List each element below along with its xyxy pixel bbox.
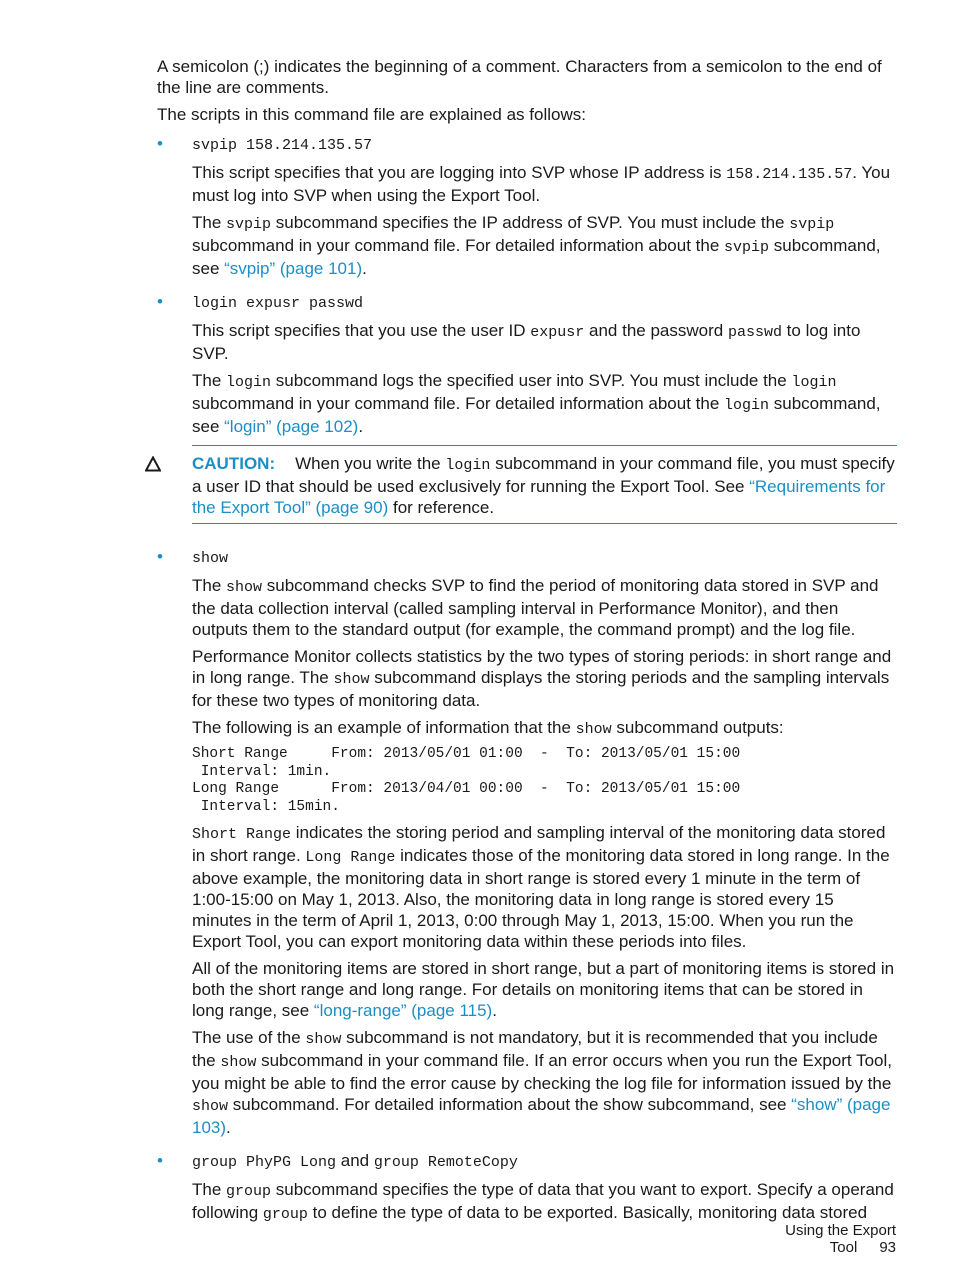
- svpip-paragraph-2: The svpip subcommand specifies the IP address of SVP. You must include the svpip subcommand in your command file. For detailed information about the svpip subcommand, see “svpip” (page 101).: [192, 213, 881, 278]
- long-range-page-link[interactable]: “long-range” (page 115): [313, 1001, 493, 1020]
- svpip-page-link[interactable]: “svpip” (page 101): [224, 259, 363, 278]
- list-item-show: [157, 546, 897, 1138]
- show-page-link[interactable]: “show” (page 103): [192, 1095, 891, 1137]
- show-output-example: Short Range From: 2013/05/01 01:00 - To: 2013/05/01 15:00 Interval: 1min. Long Range From: 2013/04/01 00:00 - To: 2013/05/01 15:00 Interval: 15min.: [192, 746, 741, 815]
- intro-paragraph-2: The scripts in this command file are explained as follows:: [157, 105, 586, 124]
- show-paragraph-4: Short Range indicates the storing period and sampling interval of the monitoring data stored in short range. Long Range indicates those of the monitoring data stored in long range. In the above example, the monitoring data in short range is stored every 1 minute in the term of 1:00-15:00 on May 1, 2013. Also, the monitoring data in long range is stored every 15 minutes in the term of April 1, 2013, 0:00 through May 1, 2013, 15:00. When you run the Export Tool, you can export monitoring data within these periods into files.: [192, 823, 890, 951]
- list-item-svpip: [157, 133, 897, 279]
- page-footer: [720, 1222, 896, 1256]
- show-paragraph-3: The following is an example of information that the show subcommand outputs:: [192, 718, 784, 738]
- bullet-dot: •: [157, 1151, 163, 1170]
- show-paragraph-5: All of the monitoring items are stored in short range, but a part of monitoring items is stored in both the short range and long range. For details on monitoring items that can be stored in long range, see “long-range” (page 115).: [192, 959, 895, 1020]
- list-item-group: • group PhyPG Long and group RemoteCopy The group subcommand specifies the type of data that you want to export. Specify a operand following group to define the type of data to be exported. Basically, monitoring data stored: [157, 1150, 897, 1225]
- code-group-remotecopy: group RemoteCopy: [373, 1154, 518, 1171]
- login-paragraph-1: This script specifies that you use the user ID expusr and the password passwd to log into SVP.: [192, 321, 861, 363]
- page-number: 93: [879, 1239, 896, 1256]
- intro-paragraph-1: A semicolon (;) indicates the beginning of a comment. Characters from a semicolon to the end of the line are comments.: [157, 57, 882, 97]
- bullet-dot: •: [157, 134, 163, 153]
- code-group-phypg: group PhyPG Long: [192, 1154, 337, 1171]
- svpip-paragraph-1: This script specifies that you are logging into SVP whose IP address is 158.214.135.57. You must log into SVP when using the Export Tool.: [192, 163, 891, 205]
- caution-box: CAUTION: When you write the login subcommand in your command file, you must specify a user ID that should be used exclusively for running the Export Tool. See “Requirements for the Export Tool” (page 90) for reference.: [192, 445, 897, 524]
- show-paragraph-1: The show subcommand checks SVP to find the period of monitoring data stored in SVP and the data collection interval (called sampling interval in Performance Monitor), and then outputs them to the standard output (for example, the command prompt) and the log file.: [192, 576, 879, 639]
- warning-triangle-icon: [145, 456, 161, 472]
- caution-note: [157, 445, 897, 524]
- requirements-page-link[interactable]: “Requirements for the Export Tool” (page 90): [192, 477, 886, 517]
- bullet-dot: •: [157, 292, 163, 311]
- login-paragraph-2: The login subcommand logs the specified user into SVP. You must include the login subcommand in your command file. For detailed information about the login subcommand, see “login” (page 102).: [192, 371, 881, 436]
- login-page-link[interactable]: “login” (page 102): [224, 417, 359, 436]
- code-svpip: svpip 158.214.135.57: [192, 137, 373, 154]
- caution-label: CAUTION:: [192, 454, 276, 473]
- page-body: [157, 56, 897, 1231]
- list-item-login: [157, 291, 897, 437]
- show-paragraph-2: Performance Monitor collects statistics by the two types of storing periods: in short range and in long range. The show subcommand displays the storing periods and the sampling intervals for these two types of monitoring data.: [192, 647, 892, 710]
- show-paragraph-6: The use of the show subcommand is not mandatory, but it is recommended that you include the show subcommand in your command file. If an error occurs when you run the Export Tool, you might be able to find the error cause by checking the log file for information issued by the show subcommand. For detailed information about the show subcommand, see “show” (page 103).: [192, 1028, 892, 1137]
- code-login: login expusr passwd: [192, 295, 364, 312]
- bullet-dot: •: [157, 547, 163, 566]
- code-show: show: [192, 550, 229, 567]
- footer-section-title: Using the Export Tool: [785, 1222, 896, 1256]
- group-paragraph-1: The group subcommand specifies the type of data that you want to export. Specify a operand following group to define the type of data to be exported. Basically, monitoring data stored: [192, 1180, 894, 1223]
